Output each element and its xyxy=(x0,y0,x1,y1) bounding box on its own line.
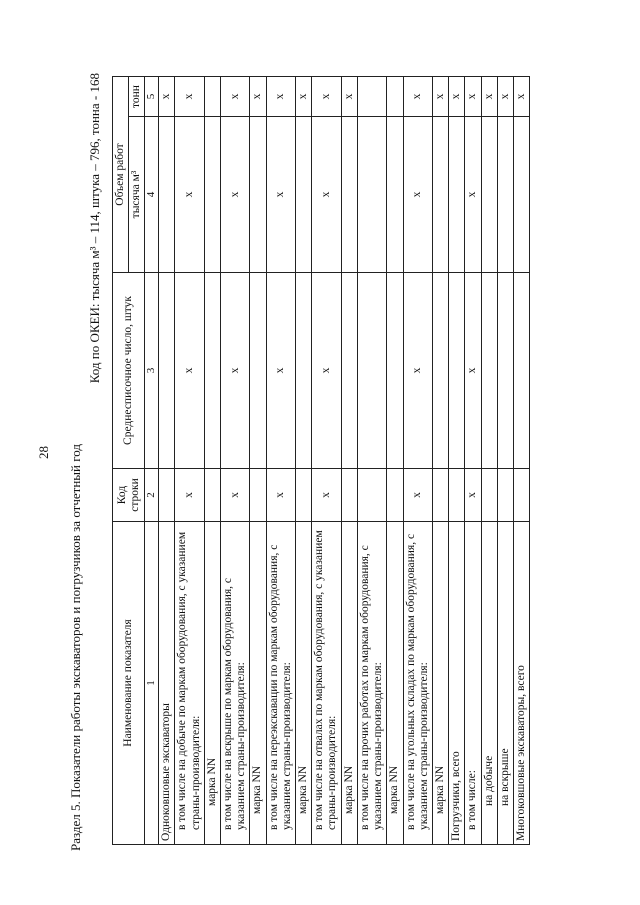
volume-m3-cell xyxy=(497,117,513,273)
volume-m3-cell xyxy=(433,117,449,273)
row-code-cell xyxy=(433,469,449,522)
volume-tons-cell: x xyxy=(250,77,266,117)
header-thousand-m3: тысяча м³ xyxy=(129,117,145,273)
row-code-cell: x xyxy=(266,469,295,522)
row-name: марка NN xyxy=(204,522,220,845)
volume-m3-cell xyxy=(357,117,386,273)
volume-tons-cell: x xyxy=(433,77,449,117)
table-row xyxy=(433,77,449,845)
avg-count-cell xyxy=(204,273,220,469)
volume-m3-cell xyxy=(159,117,175,273)
volume-tons-cell: x xyxy=(403,77,432,117)
avg-count-cell: x xyxy=(175,273,204,469)
avg-count-cell xyxy=(250,273,266,469)
col-number: 4 xyxy=(145,117,159,273)
row-code-cell: x xyxy=(312,469,341,522)
volume-m3-cell xyxy=(250,117,266,273)
volume-m3-cell: x xyxy=(266,117,295,273)
row-code-cell xyxy=(341,469,357,522)
indicators-table xyxy=(112,76,530,845)
volume-tons-cell: x xyxy=(175,77,204,117)
volume-m3-cell: x xyxy=(220,117,249,273)
row-code-cell xyxy=(204,469,220,522)
row-name: марка NN xyxy=(250,522,266,845)
avg-count-cell xyxy=(357,273,386,469)
row-name: Одноковшовые экскаваторы xyxy=(159,522,175,845)
volume-m3-cell: x xyxy=(465,117,481,273)
row-name: в том числе на прочих работах по маркам оборудования, с указанием страны-производителя: xyxy=(357,522,386,845)
row-name: марка NN xyxy=(433,522,449,845)
volume-tons-cell: x xyxy=(296,77,312,117)
volume-tons-cell xyxy=(204,77,220,117)
avg-count-cell xyxy=(296,273,312,469)
avg-count-cell xyxy=(341,273,357,469)
avg-count-cell: x xyxy=(403,273,432,469)
avg-count-cell: x xyxy=(465,273,481,469)
table-row xyxy=(357,77,386,845)
row-code-cell xyxy=(159,469,175,522)
header-name: Наименование показателя xyxy=(113,522,145,845)
table-row xyxy=(266,77,295,845)
row-name: в том числе на отвалах по маркам оборудования, с указанием страны-производителя: xyxy=(312,522,341,845)
volume-m3-cell xyxy=(204,117,220,273)
volume-m3-cell xyxy=(387,117,403,273)
row-code-cell xyxy=(357,469,386,522)
volume-m3-cell xyxy=(514,117,530,273)
volume-tons-cell: x xyxy=(312,77,341,117)
row-name: в том числе на вскрыше по маркам оборудования, с указанием страны-производителя: xyxy=(220,522,249,845)
row-name: Погрузчики, всего xyxy=(449,522,465,845)
avg-count-cell xyxy=(481,273,497,469)
volume-tons-cell: x xyxy=(497,77,513,117)
col-number: 5 xyxy=(145,77,159,117)
table-row xyxy=(175,77,204,845)
table-row xyxy=(497,77,513,845)
header-row-code: Код строки xyxy=(113,469,145,522)
page-number: 28 xyxy=(36,446,51,459)
avg-count-cell xyxy=(159,273,175,469)
row-code-cell xyxy=(497,469,513,522)
table-row xyxy=(341,77,357,845)
table-row xyxy=(204,77,220,845)
table-row xyxy=(220,77,249,845)
row-name: в том числе на угольных складах по маркам оборудования, с указанием страны-производителя: xyxy=(403,522,432,845)
volume-m3-cell xyxy=(481,117,497,273)
col-number: 1 xyxy=(145,522,159,845)
table-row xyxy=(403,77,432,845)
avg-count-cell xyxy=(514,273,530,469)
row-name: марка NN xyxy=(387,522,403,845)
volume-tons-cell xyxy=(357,77,386,117)
table-row xyxy=(296,77,312,845)
table-row xyxy=(514,77,530,845)
avg-count-cell: x xyxy=(220,273,249,469)
row-code-cell: x xyxy=(465,469,481,522)
volume-m3-cell: x xyxy=(312,117,341,273)
row-name: марка NN xyxy=(296,522,312,845)
row-code-cell: x xyxy=(220,469,249,522)
avg-count-cell xyxy=(387,273,403,469)
row-code-cell xyxy=(449,469,465,522)
volume-m3-cell xyxy=(449,117,465,273)
row-code-cell xyxy=(296,469,312,522)
volume-m3-cell: x xyxy=(175,117,204,273)
volume-tons-cell: x xyxy=(266,77,295,117)
row-code-cell xyxy=(514,469,530,522)
table-row xyxy=(465,77,481,845)
avg-count-cell xyxy=(497,273,513,469)
avg-count-cell: x xyxy=(266,273,295,469)
row-code-cell xyxy=(481,469,497,522)
row-name: в том числе на переэкскавации по маркам оборудования, с указанием страны-производителя: xyxy=(266,522,295,845)
header-tons: тонн xyxy=(129,77,145,117)
volume-m3-cell xyxy=(341,117,357,273)
row-name: в том числе на добыче по маркам оборудования, с указанием страны-производителя: xyxy=(175,522,204,845)
row-name: Многоковшовые экскаваторы, всего xyxy=(514,522,530,845)
volume-m3-cell: x xyxy=(403,117,432,273)
volume-tons-cell: x xyxy=(341,77,357,117)
volume-tons-cell: x xyxy=(514,77,530,117)
okei-code-note: Код по ОКЕИ: тысяча м³ – 114, штука – 796, тонна - 168 xyxy=(87,73,102,384)
table-row xyxy=(481,77,497,845)
avg-count-cell xyxy=(433,273,449,469)
table-row xyxy=(312,77,341,845)
col-number: 3 xyxy=(145,273,159,469)
col-number: 2 xyxy=(145,469,159,522)
volume-tons-cell: x xyxy=(481,77,497,117)
row-code-cell: x xyxy=(175,469,204,522)
avg-count-cell: x xyxy=(312,273,341,469)
volume-tons-cell: x xyxy=(465,77,481,117)
avg-count-cell xyxy=(449,273,465,469)
volume-tons-cell: x xyxy=(220,77,249,117)
row-code-cell: x xyxy=(403,469,432,522)
row-name: на вскрыше xyxy=(497,522,513,845)
volume-tons-cell: x xyxy=(449,77,465,117)
table-row xyxy=(250,77,266,845)
header-avg-count: Среднесписочное число, штук xyxy=(113,273,145,469)
volume-tons-cell: x xyxy=(159,77,175,117)
table-row xyxy=(159,77,175,845)
table-row xyxy=(387,77,403,845)
volume-tons-cell xyxy=(387,77,403,117)
section-title: Раздел 5. Показатели работы экскаваторов и погрузчиков за отчетный год xyxy=(68,444,83,851)
row-code-cell xyxy=(387,469,403,522)
volume-m3-cell xyxy=(296,117,312,273)
table-row xyxy=(449,77,465,845)
row-name: марка NN xyxy=(341,522,357,845)
row-name: в том числе: xyxy=(465,522,481,845)
header-work-volume: Объем работ xyxy=(113,77,129,273)
row-name: на добыче xyxy=(481,522,497,845)
row-code-cell xyxy=(250,469,266,522)
